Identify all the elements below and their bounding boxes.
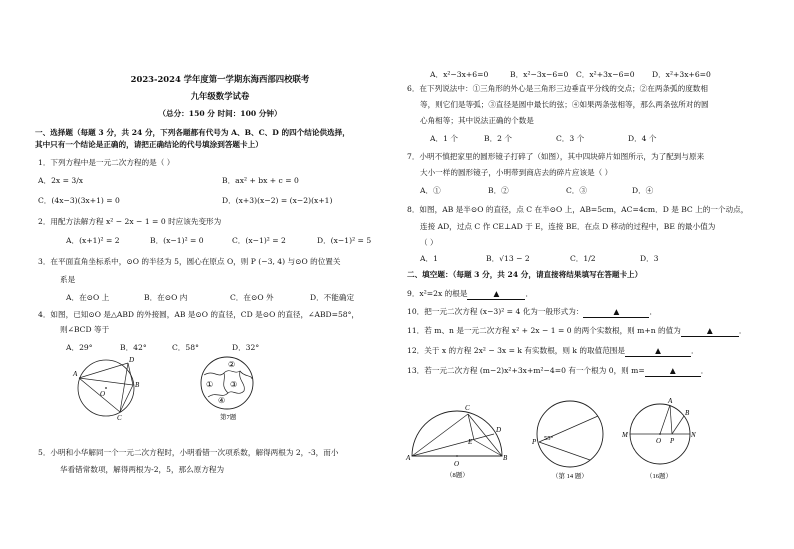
q8-caption: （8题）	[446, 472, 469, 479]
q2-option-d: D．(x−1)² = 5	[317, 236, 372, 245]
fill-q13-blank	[645, 366, 701, 377]
fill-q10-blank	[583, 307, 649, 318]
q7-option-a: A．①	[420, 186, 441, 195]
q7-line1: 7．小明不慎把家里的圆形镜子打碎了（如图），其中四块碎片如图所示，为了配到与原来	[407, 152, 705, 161]
q8-option-c: C．1/2	[570, 254, 596, 263]
q8-line1: 8．如图，AB 是半⊙O 的直径，点 C 在半⊙O 上，AB=5cm，AC=4cm．D 是 BC 上的一个动点，	[407, 205, 749, 214]
q4-line2: 则∠BCD 等于	[60, 325, 110, 334]
q6-line1: 6．在下列说法中：①三角形的外心是三角形三边垂直平分线的交点；②在两条弧的度数相	[407, 84, 708, 93]
q6-line3: 心角相等；其中说法正确的个数是	[420, 116, 534, 125]
q16-radius-oa	[660, 405, 670, 434]
q14-circle	[537, 401, 603, 467]
q16-caption: （16题）	[646, 473, 672, 480]
fill-q9	[407, 289, 533, 300]
q3-option-a: A．在⊙O 上	[66, 293, 110, 302]
figure-q16-circle	[616, 394, 702, 480]
q2-stem: 2．用配方法解方程 x² − 2x − 1 = 0 时应该先变形为	[38, 217, 222, 226]
q8-option-a: A．1	[420, 254, 438, 263]
q14-caption: （第 14 题）	[552, 473, 588, 480]
section1-intro-1: （每题 3 分，共 24 分，下列各题都有代号为 A、B、C、D 的四个结论供选择，	[72, 128, 350, 137]
q6-option-a: A．1 个	[430, 134, 458, 143]
q5-line2: 华看错常数项，解得两根为-2，5，那么原方程为	[60, 465, 225, 474]
q14-label-p: P	[532, 438, 537, 446]
fill-q11-blank	[681, 326, 739, 337]
fill-q10-triangle: ▲	[613, 307, 620, 316]
q6-line2: 等，则它们是等弧；③直径是圆中最长的弦；④如果两条弦相等，那么两条弦所对的圆	[420, 100, 709, 109]
q1-option-d: D．(x+3)(x−2) = (x−2)(x+1)	[222, 196, 333, 205]
q4-option-a: A．29°	[66, 343, 93, 352]
q8-chord-ad	[412, 434, 494, 456]
fill-q10-text: 10．把一元二次方程 (x−3)² = 4 化为一般形式为：	[407, 307, 584, 316]
exam-meta: （总分：150 分 时间：100 分钟）	[158, 109, 282, 118]
q4-line1: 4．如图，已知⊙O 是△ABD 的外接圆，AB 是⊙O 的直径，CD 是⊙O 的直径，∠ABD=58°，	[38, 310, 360, 319]
section2-intro: （每题 3 分，共 24 分，请直接将结果填写在答题卡上）	[452, 270, 643, 279]
q7-piece-1: ①	[206, 380, 214, 389]
q7-option-b: B．②	[488, 186, 509, 195]
q8-label-o: O	[454, 460, 460, 468]
q16-label-b: B	[685, 409, 690, 417]
q4-label-d: D	[129, 356, 135, 364]
q4-chord-dc	[120, 363, 128, 412]
q3-option-c: C．在⊙O 外	[230, 293, 274, 302]
q8-center-dot	[456, 455, 458, 457]
q5-option-b: B．x²−3x−6=0	[510, 70, 569, 79]
q3-option-d: D．不能确定	[310, 293, 355, 302]
q8-chord-ac	[412, 414, 468, 456]
q5-option-d: D．x²+3x+6=0	[652, 70, 711, 79]
q7-piece-2: ②	[228, 360, 236, 369]
figure-q14-circle	[528, 394, 614, 480]
fill-q11-dot: ．	[738, 326, 747, 335]
q6-option-d: D．4 个	[628, 134, 657, 143]
q4-option-b: B．42°	[120, 343, 147, 352]
q7-piece-4: ④	[218, 396, 226, 405]
fill-q11-triangle: ▲	[706, 326, 713, 335]
q14-label-angle: 55°	[544, 435, 554, 442]
q1-option-b: B．ax² + bx + c = 0	[222, 176, 299, 185]
q8-label-e: E	[468, 438, 473, 446]
q1-option-a: A．2x = 3/x	[38, 176, 84, 185]
q7-option-c: C．③	[566, 186, 587, 195]
q2-option-b: B．(x−1)² = 0	[150, 236, 204, 245]
section1-heading: 一、选择题	[35, 128, 73, 137]
fill-q11	[407, 326, 746, 337]
q8-option-d: D．3	[640, 254, 659, 263]
figure-q4-circle	[68, 354, 148, 424]
q4-center-dot	[105, 387, 107, 389]
q7-piece-3: ③	[230, 380, 238, 389]
exam-title: 2023-2024 学年度第一学期东海西部四校联考	[130, 74, 310, 84]
q16-label-a: A	[668, 397, 673, 405]
q2-option-a: A．(x+1)² = 2	[66, 236, 120, 245]
q16-center-dot	[659, 433, 661, 435]
q5-option-c: C．x²+3x−6=0	[576, 70, 635, 79]
q8-option-b: B．√13 − 2	[486, 254, 530, 263]
q16-label-m: M	[622, 431, 628, 439]
q5-line1: 5．小明和小华解同一个一元二次方程时，小明看错一次项系数，解得两根为 2，-3，而小	[38, 448, 339, 457]
q4-chord-ad	[79, 363, 128, 378]
fill-q13	[407, 366, 708, 377]
q16-label-o: O	[656, 437, 662, 445]
exam-subtitle: 九年级数学试卷	[190, 91, 250, 101]
q8-label-a: A	[406, 454, 411, 462]
fill-q9-text: 9．x²=2x 的根是	[407, 289, 468, 298]
q4-option-d: D．32°	[232, 343, 260, 352]
q4-label-a: A	[73, 370, 78, 378]
q16-segment-pb	[672, 416, 684, 434]
q8-label-c: C	[465, 404, 470, 412]
q8-label-b: B	[503, 454, 508, 462]
section2-header	[407, 270, 642, 280]
fill-q12-triangle: ▲	[655, 346, 661, 355]
q7-caption: 第7题	[220, 414, 237, 421]
figure-q8-semicircle	[404, 396, 508, 480]
fill-q12-dot: ．	[690, 346, 699, 355]
q3-option-b: B．在⊙O 内	[144, 293, 188, 302]
q4-label-b: B	[135, 381, 140, 389]
q3-line1: 3．在平面直角坐标系中，⊙O 的半径为 5，圆心在原点 O，则 P (−3, 4) 与⊙O 的位置关	[38, 257, 341, 266]
q5-option-a: A．x²−3x+6=0	[430, 70, 489, 79]
fill-q13-triangle: ▲	[669, 366, 676, 375]
q8-semicircle	[412, 411, 502, 456]
q7-option-d: D．④	[632, 186, 654, 195]
fill-q9-blank	[467, 289, 525, 300]
fill-q13-text: 13．若一元二次方程 (m−2)x²+3x+m²−4=0 有一个根为 0，则 m=	[407, 366, 645, 375]
q2-option-c: C．(x−1)² = 2	[232, 236, 286, 245]
fill-q9-triangle: ▲	[493, 289, 500, 298]
section2-heading: 二、填空题：	[407, 270, 453, 279]
q8-line2: 连接 AD，过点 C 作 CE⊥AD 于 E，连接 BE．在点 D 移动的过程中，BE 的最小值为	[420, 222, 716, 231]
q16-label-p: P	[670, 437, 675, 445]
fill-q11-text: 11．若 m、n 是一元二次方程 x² + 2x − 1 = 0 的两个实数根，则 m+n 的值为	[407, 326, 681, 335]
q4-label-c: C	[117, 414, 122, 422]
q1-option-c: C．(4x−3)(3x+1) = 0	[38, 196, 120, 205]
q6-option-c: C．3 个	[556, 134, 585, 143]
q8-label-d: D	[496, 426, 502, 434]
q6-option-b: B．2 个	[484, 134, 513, 143]
fill-q10-dot: ．	[649, 307, 658, 316]
fill-q13-dot: ．	[700, 366, 709, 375]
q3-line2: 系是	[60, 275, 76, 284]
q8-line3: （ ）	[420, 238, 438, 247]
q4-label-o: O	[100, 390, 106, 398]
section1-intro-2: 其中只有一个结论是正确的，请把正确结论的代号填涂到答题卡上）	[35, 140, 263, 149]
section1-header	[35, 128, 350, 138]
fill-q9-dot: ．	[525, 289, 534, 298]
q7-line2: 大小一样的圆形镜子，小明带到商店去的碎片应该是（ ）	[420, 168, 613, 177]
fill-q12-blank	[625, 346, 691, 357]
q16-label-n: N	[691, 431, 696, 439]
q4-chord-bd	[128, 363, 133, 385]
fill-q12-text: 12．关于 x 的方程 2x² − 3x = k 有实数根，则 k 的取值范围是	[407, 346, 625, 355]
q16-segment-ap	[670, 405, 672, 434]
figure-q7-mirror	[194, 353, 264, 421]
q8-segment-be	[474, 440, 502, 456]
fill-q10	[407, 307, 657, 318]
fill-q12	[407, 346, 699, 357]
q1-stem: 1．下列方程中是一元二次方程的是（ ）	[38, 158, 175, 167]
q4-option-c: C．58°	[172, 343, 199, 352]
